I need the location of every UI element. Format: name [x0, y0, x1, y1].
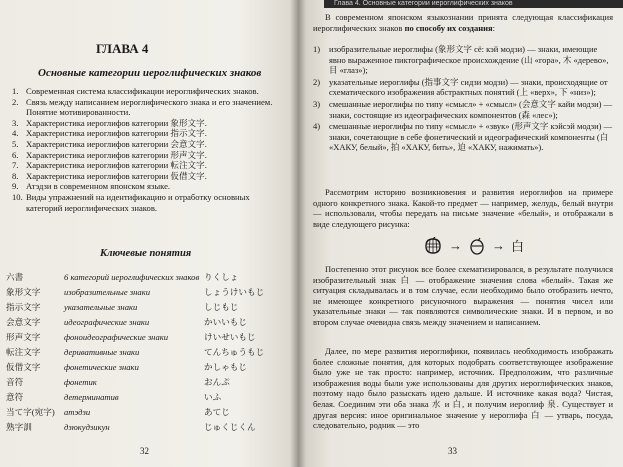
term-furigana: けいせいもじ [204, 331, 256, 342]
acorn-drawing-icon [423, 237, 443, 255]
term-furigana: てんちゅうもじ [204, 346, 265, 357]
terms-table [6, 269, 291, 434]
types-list [313, 44, 613, 154]
table-row [6, 329, 291, 344]
arrow-icon: → [492, 237, 505, 253]
list-item: 5. Характеристика иероглифов категории 会意文字. [12, 138, 207, 149]
term-furigana: かいいもじ [204, 316, 247, 327]
list-item: 2. Связь между написанием иероглифического знака и его значением. Понятие мотивированности. [12, 96, 273, 118]
history-paragraph: Рассмотрим историю возникновения и развития иероглифов на примере одного конкретного знака. Какой-то предмет — например, желудь, белый внутри — использовали, чтобы передать на письме значение «белый», и отображали в виде следующего рисунка: [313, 187, 613, 229]
list-item: 4) смешанные иероглифы по типу «смысл» + «звук» (形声文字 кэйсэй модзи) — знаки, сочетающие в себе фонетический и идеографический компоненты (白 «ХАКУ, белый», 拍 «ХАКУ, бить», 迫 «ХАКУ, нажимать»). [313, 121, 613, 153]
table-row [6, 344, 291, 359]
glyph-white: 白 [511, 239, 525, 254]
term-furigana: じゅくじくん [204, 421, 256, 432]
page-number: 33 [448, 446, 457, 456]
left-page [0, 0, 298, 467]
term-kanji: 会意文字 [6, 316, 41, 327]
list-item: 8. Характеристика иероглифов категории 仮借文字. [12, 170, 207, 181]
evolution-paragraph: Постепенно этот рисунок все более схематизировался, в результате получился изобразительный знак 白 — отображение значения слова «белый». Такая же ситуация складывалась и в том случае, если необходимо было отобразить нечто, не имеющее конкретного рисуночного выражения — понятия чисел или указательные знаки — так появляются символические знаки. И в первом, и во втором случае очевидна связь между значением и написанием. [313, 264, 613, 327]
arrow-icon: → [449, 237, 462, 253]
term-furigana: おんぷ [204, 376, 230, 387]
term-furigana: かしゃもじ [204, 361, 247, 372]
list-item: 9. Атэдзи в современном японском языке. [12, 181, 171, 192]
list-item: 3. Характеристика иероглифов категории 象形文字. [12, 117, 207, 128]
term-kanji: 形声文字 [6, 331, 41, 342]
intro-paragraph: В современном японском языкознании принята следующая классификация иероглифических знаков по способу их создания: [313, 12, 613, 33]
table-row [6, 419, 291, 434]
term-russian: деривативные знаки [64, 346, 140, 357]
key-concepts-heading: Ключевые понятия [100, 248, 192, 259]
term-kanji: 象形文字 [6, 286, 41, 297]
book-gutter [290, 0, 306, 467]
list-item: 1) изобразительные иероглифы (象形文字 сё: кэй модзи) — знаки, имеющие явно выраженное пиктографическое происхождение (山 «гора», 木 «дерево», 目 «глаз»); [313, 44, 609, 76]
term-russian: указательные знаки [64, 301, 138, 312]
list-item: 4. Характеристика иероглифов категории 指示文字. [12, 128, 207, 139]
chapter-subtitle: Основные категории иероглифических знаков [38, 67, 262, 79]
term-kanji: 当て字(宛字) [6, 406, 55, 417]
table-row [6, 359, 291, 374]
term-russian: изобразительные знаки [64, 286, 151, 297]
page-number: 32 [140, 446, 149, 456]
term-kanji: 指示文字 [6, 301, 41, 312]
right-page [298, 0, 623, 467]
running-header: Глава 4. Основные категории иероглифических знаков [324, 0, 623, 8]
table-row [6, 389, 291, 404]
term-russian: атэдзи [64, 406, 91, 417]
term-kanji: 意符 [6, 391, 24, 402]
term-russian: дзюкудзикун [64, 421, 110, 432]
term-russian: фоноидеографические знаки [64, 331, 169, 342]
term-furigana: いふ [204, 391, 222, 402]
term-furigana: しじもじ [204, 301, 239, 312]
list-item: 2) указательные иероглифы (指事文字 сидзи модзи) — знаки, происходящие от схематического изображения абстрактных понятий (上 «верх», 下 «низ»); [313, 76, 608, 98]
table-row [6, 299, 291, 314]
stylized-glyph-icon [468, 237, 486, 255]
term-kanji: 熟字訓 [6, 421, 32, 432]
chapter-title: ГЛАВА 4 [96, 41, 149, 56]
term-kanji: 音符 [6, 376, 24, 387]
term-russian: фонетические знаки [64, 361, 139, 372]
table-row [6, 374, 291, 389]
term-russian: идеографические знаки [64, 316, 150, 327]
development-paragraph: Далее, по мере развития иероглифики, появилась необходимость изображать более сложные понятия, для которых подобрать соответствующее изображение было уже не так просто: например, источник. Предположим, что различные изображения воды были уже использованы для других иероглифических знаков, поэтому надо было разыскать идею дальше. И источнике какая вода? Чистая, белая. Соединим эти оба знака 水 и 白, и получим иероглиф 泉. Существует и другая версия: иное оригинальное значение у иероглифа 白 — утварь, посуда, следовательно, родник — это [313, 346, 613, 431]
term-kanji: 転注文字 [6, 346, 41, 357]
table-row [6, 314, 291, 329]
glyph-evolution [423, 236, 524, 255]
term-furigana: あてじ [204, 406, 230, 417]
list-item: 3) смешанные иероглифы по типу «смысл» + «смысл» (会意文字 кайи модзи) — знаки, состоящие из идеографических компонентов (森 «лес»); [313, 98, 613, 120]
question-list [12, 86, 288, 213]
table-row [6, 404, 291, 419]
term-furigana: りくしょ [204, 271, 239, 282]
table-row [6, 269, 291, 284]
term-furigana: しょうけいもじ [204, 286, 265, 297]
list-item: 6. Характеристика иероглифов категории 形声文字. [12, 149, 207, 160]
list-item: 1. Современная система классификации иероглифических знаков. [12, 86, 259, 96]
term-russian: 6 категорий иероглифических знаков [64, 271, 200, 282]
term-kanji: 六書 [6, 271, 24, 282]
list-item: 10. Виды упражнений на идентификацию и отработку основных категорий иероглифических знаков. [12, 191, 250, 213]
term-kanji: 仮借文字 [6, 361, 41, 372]
table-row [6, 284, 291, 299]
list-item: 7. Характеристика иероглифов категории 転注文字. [12, 160, 207, 171]
term-russian: детерминатив [64, 391, 119, 402]
term-russian: фонетик [64, 376, 97, 387]
